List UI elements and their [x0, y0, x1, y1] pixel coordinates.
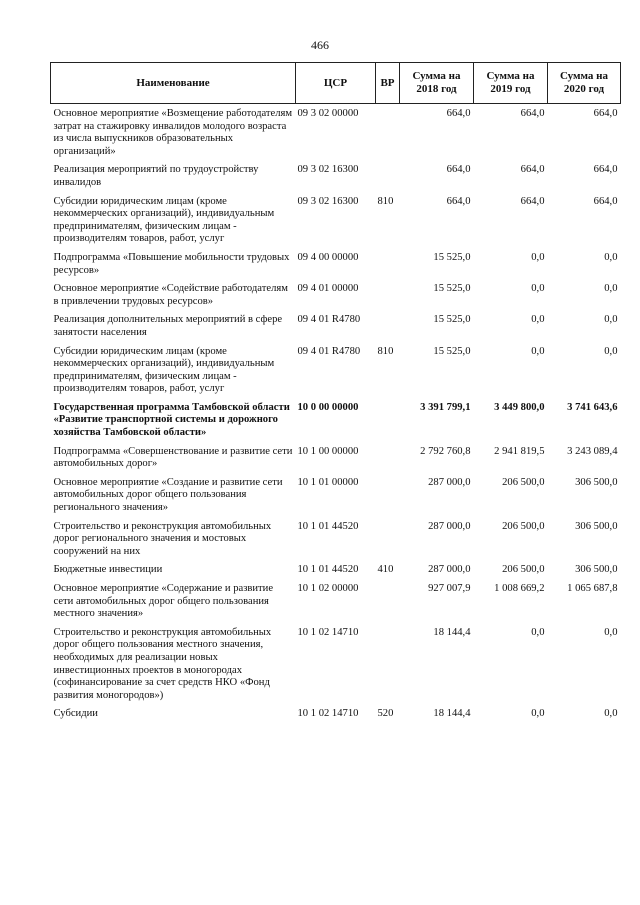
- row-sum-2018: 15 525,0: [433, 283, 471, 295]
- row-name: Бюджетные инвестиции: [53, 564, 163, 576]
- table-row: [51, 160, 621, 191]
- row-sum-2018: 18 144,4: [433, 708, 471, 720]
- row-vr: [376, 473, 400, 517]
- row-name: Основное мероприятие «Создание и развитие сети автомобильных дорог общего пользования регионального значения»: [53, 476, 283, 514]
- table-row: [51, 342, 621, 398]
- row-sum-2020: 1 065 687,8: [567, 583, 618, 594]
- row-csr: 09 4 00 00000: [297, 251, 359, 263]
- row-sum-2020: 306 500,0: [575, 520, 618, 532]
- row-vr: [376, 104, 400, 161]
- row-csr: 10 1 02 00000: [297, 583, 359, 594]
- row-sum-2018: 664,0: [446, 108, 471, 119]
- row-sum-2019: 1 008 669,2: [494, 583, 545, 594]
- header-sum-2019: Сумма на 2019 год: [474, 63, 548, 104]
- row-sum-2019: 206 500,0: [502, 520, 545, 532]
- row-vr: [376, 279, 400, 310]
- page-number: 466: [311, 38, 329, 52]
- row-sum-2020: 0,0: [604, 314, 618, 326]
- table-row: [51, 560, 621, 579]
- row-sum-2019: 664,0: [520, 108, 545, 119]
- row-csr: 09 3 02 16300: [297, 164, 359, 176]
- row-csr: 09 4 01 R4780: [297, 345, 361, 357]
- row-sum-2018: 15 525,0: [433, 314, 471, 326]
- row-sum-2020: 306 500,0: [575, 476, 618, 488]
- row-sum-2020: 0,0: [604, 345, 618, 357]
- row-csr: 09 3 02 16300: [297, 195, 359, 207]
- row-vr: [376, 579, 400, 623]
- table-body: [51, 104, 621, 723]
- table-row: [51, 704, 621, 723]
- row-name: Основное мероприятие «Содействие работодателям в привлечении трудовых ресурсов»: [53, 283, 288, 307]
- row-sum-2019: 0,0: [531, 345, 545, 357]
- row-name: Субсидии юридическим лицам (кроме некоммерческих организаций), индивидуальным предпринимателям, физическим лицам - производителям товаров, работ, услуг: [53, 195, 275, 245]
- row-sum-2018: 664,0: [446, 195, 471, 207]
- row-name: Реализация мероприятий по трудоустройству инвалидов: [53, 164, 259, 188]
- row-name: Подпрограмма «Повышение мобильности трудовых ресурсов»: [53, 251, 290, 276]
- row-sum-2020: 0,0: [604, 283, 618, 295]
- row-sum-2018: 2 792 760,8: [420, 445, 471, 457]
- row-vr: [376, 623, 400, 705]
- table-row: [51, 473, 621, 517]
- row-sum-2018: 3 391 799,1: [420, 401, 471, 413]
- row-sum-2018: 287 000,0: [428, 520, 471, 532]
- row-name: Реализация дополнительных мероприятий в сфере занятости населения: [53, 314, 283, 338]
- table-row: [51, 192, 621, 248]
- row-name: Субсидии юридическим лицам (кроме некоммерческих организаций), индивидуальным предпринимателям, физическим лицам - производителям товаров, работ, услуг: [53, 345, 275, 395]
- table-row: [51, 579, 621, 623]
- row-name: Государственная программа Тамбовской области «Развитие транспортной системы и дорожного хозяйства Тамбовской области»: [53, 401, 290, 439]
- row-sum-2020: 664,0: [593, 164, 618, 176]
- row-name: Основное мероприятие «Возмещение работодателям затрат на стажировку инвалидов молодого возраста из числа выпускников образовательных организаций»: [53, 108, 293, 157]
- row-sum-2020: 0,0: [604, 708, 618, 720]
- row-sum-2019: 0,0: [531, 708, 545, 720]
- row-csr: 10 1 02 14710: [297, 708, 359, 720]
- table-row: [51, 279, 621, 310]
- row-vr: 810: [377, 195, 394, 207]
- row-vr: [376, 398, 400, 442]
- row-name: Субсидии: [53, 708, 98, 720]
- table-row: [51, 104, 621, 161]
- table-row: [51, 398, 621, 442]
- table-row: [51, 517, 621, 561]
- row-sum-2020: 306 500,0: [575, 564, 618, 576]
- header-sum-2018: Сумма на 2018 год: [400, 63, 474, 104]
- row-sum-2019: 664,0: [520, 164, 545, 176]
- table-row: [51, 248, 621, 279]
- header-csr: ЦСР: [296, 63, 376, 104]
- header-vr: ВР: [376, 63, 400, 104]
- row-sum-2018: 15 525,0: [433, 251, 471, 263]
- row-sum-2019: 664,0: [520, 195, 545, 207]
- row-csr: 10 1 02 14710: [297, 626, 359, 638]
- row-sum-2020: 3 243 089,4: [567, 445, 618, 457]
- row-vr: [376, 517, 400, 561]
- row-sum-2018: 664,0: [446, 164, 471, 176]
- row-vr: 520: [377, 708, 394, 720]
- row-name: Подпрограмма «Совершенствование и развитие сети автомобильных дорог»: [53, 445, 293, 470]
- row-csr: 09 4 01 00000: [297, 283, 359, 295]
- row-sum-2019: 0,0: [531, 251, 545, 263]
- row-csr: 09 4 01 R4780: [297, 314, 361, 326]
- row-vr: 410: [377, 564, 394, 576]
- row-csr: 10 1 00 00000: [297, 445, 359, 457]
- row-csr: 10 1 01 44520: [297, 520, 359, 532]
- row-sum-2018: 18 144,4: [433, 626, 471, 638]
- row-csr: 09 3 02 00000: [297, 108, 359, 119]
- row-sum-2020: 664,0: [593, 195, 618, 207]
- row-name: Основное мероприятие «Содержание и развитие сети автомобильных дорог общего пользования местного значения»: [53, 583, 274, 620]
- row-csr: 10 1 01 00000: [297, 476, 359, 488]
- row-vr: [376, 248, 400, 279]
- row-sum-2019: 206 500,0: [502, 564, 545, 576]
- budget-table: [50, 62, 621, 723]
- header-sum-2020: Сумма на 2020 год: [548, 63, 621, 104]
- row-sum-2018: 287 000,0: [428, 564, 471, 576]
- row-csr: 10 1 01 44520: [297, 564, 359, 576]
- row-name: Строительство и реконструкция автомобильных дорог регионального значения и мостовых сооружений на них: [53, 520, 272, 557]
- row-sum-2018: 15 525,0: [433, 345, 471, 357]
- row-vr: [376, 310, 400, 341]
- row-sum-2019: 0,0: [531, 626, 545, 638]
- table-row: [51, 623, 621, 705]
- row-sum-2019: 2 941 819,5: [494, 445, 545, 457]
- table-row: [51, 310, 621, 341]
- row-csr: 10 0 00 00000: [297, 401, 359, 413]
- table-row: [51, 442, 621, 473]
- row-vr: [376, 160, 400, 191]
- row-sum-2018: 927 007,9: [428, 583, 471, 594]
- row-name: Строительство и реконструкция автомобильных дорог общего пользования местного значения, необходимых для реализации новых инвестиционных проектов в моногородах (софинансирование за счет средств НКО «Фонд развития моногородов»): [53, 626, 272, 701]
- row-sum-2020: 0,0: [604, 626, 618, 638]
- row-sum-2018: 287 000,0: [428, 476, 471, 488]
- row-vr: [376, 442, 400, 473]
- table-header: [51, 63, 621, 104]
- row-sum-2019: 3 449 800,0: [494, 401, 545, 413]
- row-sum-2020: 664,0: [593, 108, 618, 119]
- row-sum-2019: 206 500,0: [502, 476, 545, 488]
- row-sum-2020: 0,0: [604, 251, 618, 263]
- row-sum-2019: 0,0: [531, 314, 545, 326]
- row-vr: 810: [377, 345, 394, 357]
- header-name: Наименование: [51, 63, 296, 104]
- row-sum-2020: 3 741 643,6: [567, 401, 618, 413]
- row-sum-2019: 0,0: [531, 283, 545, 295]
